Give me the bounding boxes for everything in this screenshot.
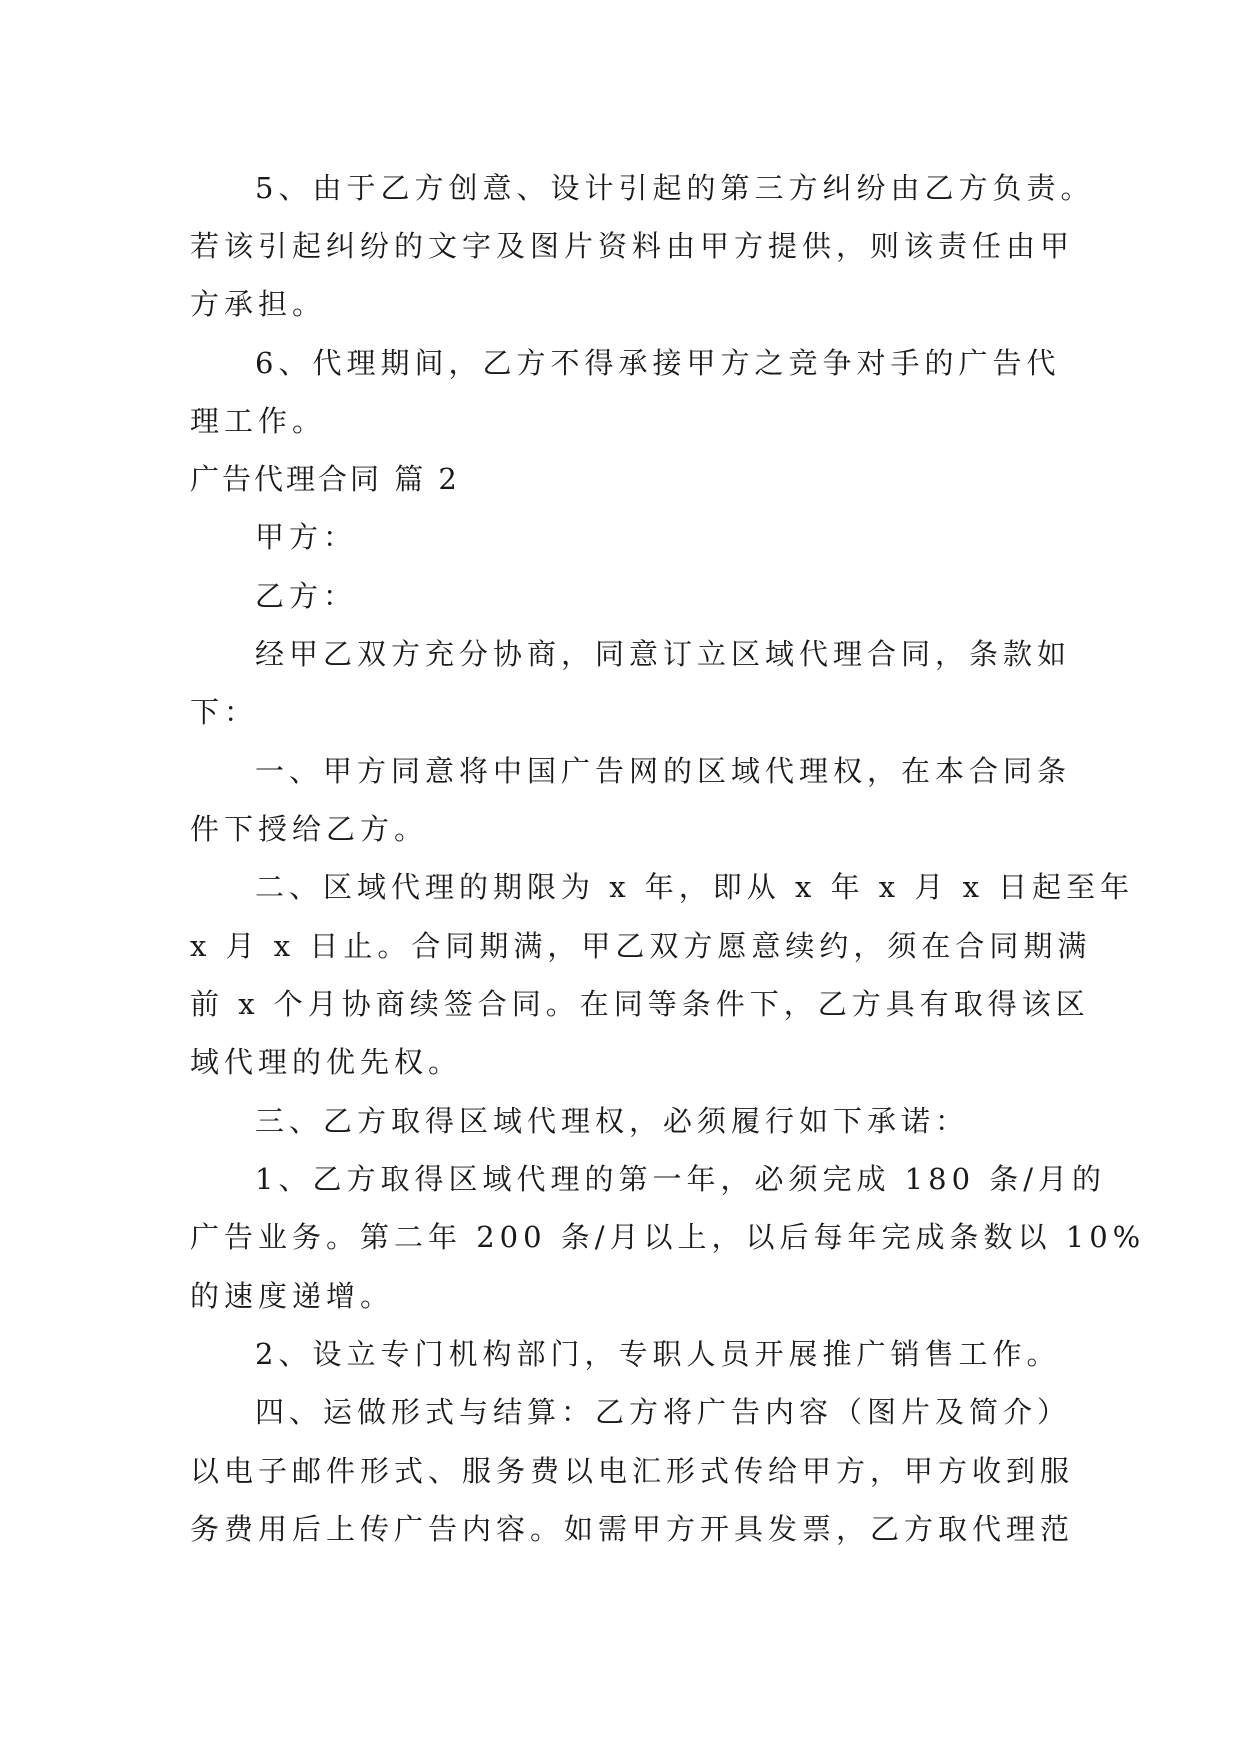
section-heading: 广告代理合同 篇 2 bbox=[190, 462, 460, 496]
paragraph-line: 方承担。 bbox=[190, 287, 327, 321]
paragraph-line: 2、设立专门机构部门，专职人员开展推广销售工作。 bbox=[255, 1337, 1061, 1371]
paragraph-line: 若该引起纠纷的文字及图片资料由甲方提供，则该责任由甲 bbox=[190, 229, 1075, 263]
paragraph-line: 件下授给乙方。 bbox=[190, 812, 429, 846]
paragraph-line: 务费用后上传广告内容。如需甲方开具发票，乙方取代理范 bbox=[190, 1512, 1075, 1546]
paragraph-line: 广告业务。第二年 200 条/月以上，以后每年完成条数以 10% bbox=[190, 1220, 1146, 1254]
party-b-label: 乙方： bbox=[255, 579, 358, 613]
paragraph-line: x 月 x 日止。合同期满，甲乙双方愿意续约，须在合同期满 bbox=[190, 929, 1092, 963]
party-a-label: 甲方： bbox=[255, 520, 358, 554]
paragraph-line: 四、运做形式与结算：乙方将广告内容（图片及简介） bbox=[255, 1395, 1072, 1429]
paragraph-line: 二、区域代理的期限为 x 年，即从 x 年 x 月 x 日起至年 bbox=[255, 870, 1135, 904]
paragraph-line: 5、由于乙方创意、设计引起的第三方纠纷由乙方负责。 bbox=[255, 171, 1095, 205]
paragraph-line: 下： bbox=[190, 695, 259, 729]
paragraph-line: 三、乙方取得区域代理权，必须履行如下承诺： bbox=[255, 1104, 970, 1138]
paragraph-line: 经甲乙双方充分协商，同意订立区域代理合同，条款如 bbox=[255, 637, 1072, 671]
paragraph-line: 6、代理期间，乙方不得承接甲方之竞争对手的广告代 bbox=[255, 346, 1061, 380]
paragraph-line: 前 x 个月协商续签合同。在同等条件下，乙方具有取得该区 bbox=[190, 987, 1090, 1021]
paragraph-line: 以电子邮件形式、服务费以电汇形式传给甲方，甲方收到服 bbox=[190, 1454, 1075, 1488]
paragraph-line: 理工作。 bbox=[190, 404, 327, 438]
paragraph-line: 的速度递增。 bbox=[190, 1279, 395, 1313]
paragraph-line: 域代理的优先权。 bbox=[190, 1045, 463, 1079]
paragraph-line: 1、乙方取得区域代理的第一年，必须完成 180 条/月的 bbox=[255, 1162, 1107, 1196]
paragraph-line: 一、甲方同意将中国广告网的区域代理权，在本合同条 bbox=[255, 754, 1072, 788]
